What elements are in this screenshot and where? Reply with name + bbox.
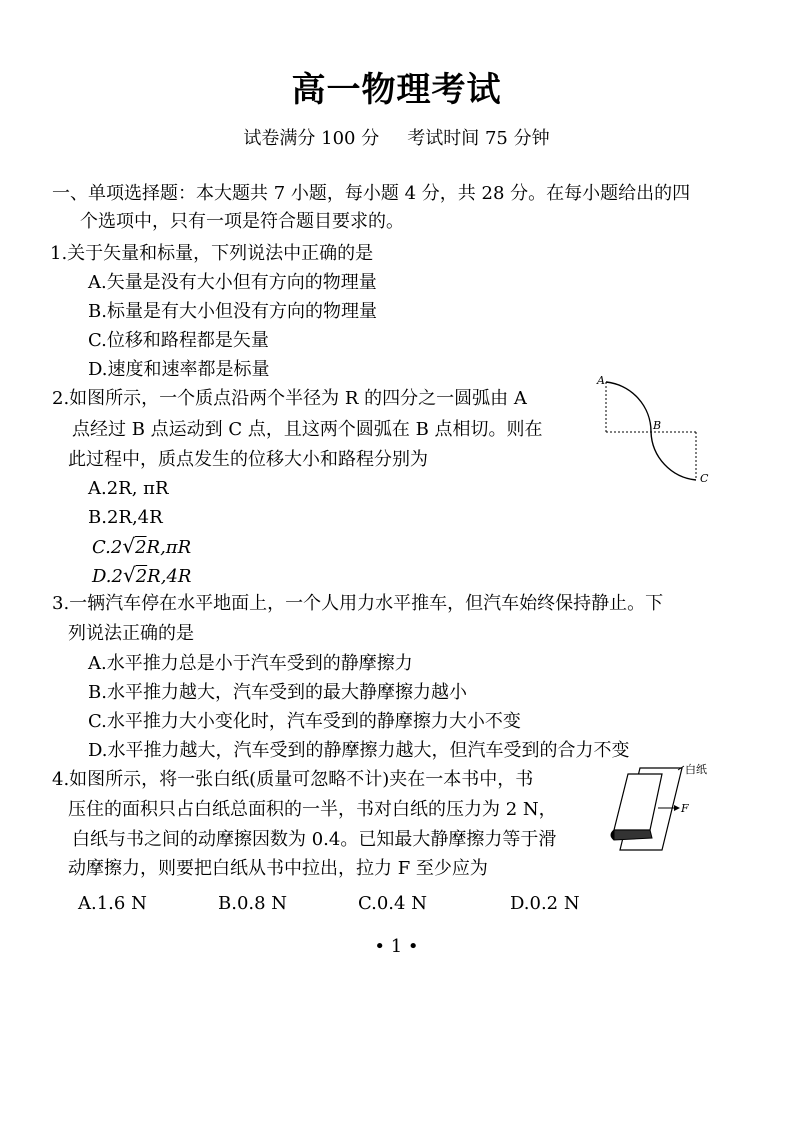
option-c-prefix: C.2 bbox=[92, 537, 123, 558]
option-c-rest: R,πR bbox=[146, 537, 192, 558]
question-4-option-d: D.0.2 N bbox=[510, 893, 580, 914]
book-spine bbox=[614, 830, 652, 840]
question-2-stem-line-2: 点经过 B 点运动到 C 点，且这两个圆弧在 B 点相切。则在 bbox=[72, 419, 543, 440]
page-number: • 1 • bbox=[374, 936, 419, 957]
question-4-stem-line-2: 压住的面积只占白纸总面积的一半，书对白纸的压力为 2 N， bbox=[68, 799, 557, 820]
question-1-stem: 1.关于矢量和标量，下列说法中正确的是 bbox=[50, 243, 374, 264]
question-1-option-c: C.位移和路程都是矢量 bbox=[88, 330, 269, 351]
exam-time: 考试时间 75 分钟 bbox=[407, 128, 550, 149]
question-4-option-a: A.1.6 N bbox=[78, 893, 147, 914]
question-4-stem-line-1: 4.如图所示，将一张白纸(质量可忽略不计)夹在一本书中，书 bbox=[52, 769, 534, 790]
page-title: 高一物理考试 bbox=[291, 70, 502, 110]
label-b: B bbox=[653, 419, 662, 432]
question-4-stem-line-3: 白纸与书之间的动摩擦因数为 0.4。已知最大静摩擦力等于滑 bbox=[72, 829, 557, 850]
question-3-option-a: A.水平推力总是小于汽车受到的静摩擦力 bbox=[88, 653, 413, 674]
label-c: C bbox=[700, 472, 709, 485]
option-c-radicand: 2 bbox=[135, 537, 147, 558]
upper-arc bbox=[606, 382, 651, 432]
lower-arc bbox=[651, 432, 696, 480]
question-2-stem-line-1: 2.如图所示，一个质点沿两个半径为 R 的四分之一圆弧由 A bbox=[52, 388, 527, 409]
paper-label: 白纸 bbox=[685, 763, 707, 776]
option-d-prefix: D.2 bbox=[92, 566, 123, 587]
section-instruction-line-2: 个选项中，只有一项是符合题目要求的。 bbox=[80, 211, 404, 232]
question-1-option-b: B.标量是有大小但没有方向的物理量 bbox=[88, 301, 377, 322]
question-2-option-c bbox=[92, 534, 191, 558]
question-3-option-b: B.水平推力越大，汽车受到的最大静摩擦力越小 bbox=[88, 682, 467, 703]
question-2-figure-arcs bbox=[596, 372, 716, 487]
question-3-stem-line-2: 列说法正确的是 bbox=[68, 623, 194, 644]
sqrt-symbol: √ bbox=[122, 563, 136, 587]
option-d-rest: R,4R bbox=[147, 566, 192, 587]
question-4-stem-line-4: 动摩擦力，则要把白纸从书中拉出，拉力 F 至少应为 bbox=[68, 858, 488, 879]
exam-score: 试卷满分 100 分 bbox=[243, 128, 380, 149]
book-bottom-edge bbox=[611, 830, 614, 840]
question-3-option-c: C.水平推力大小变化时，汽车受到的静摩擦力大小不变 bbox=[88, 711, 521, 732]
question-3-option-d: D.水平推力越大，汽车受到的静摩擦力越大，但汽车受到的合力不变 bbox=[88, 740, 630, 761]
exam-meta bbox=[0, 124, 793, 150]
question-1-option-a: A.矢量是没有大小但有方向的物理量 bbox=[88, 272, 377, 293]
question-3-stem-line-1: 3.一辆汽车停在水平地面上，一个人用力水平推车，但汽车始终保持静止。下 bbox=[52, 593, 664, 614]
question-2-option-d bbox=[92, 563, 191, 587]
option-d-radicand: 2 bbox=[135, 566, 148, 587]
question-4-option-b: B.0.8 N bbox=[218, 893, 288, 914]
question-1-option-d: D.速度和速率都是标量 bbox=[88, 359, 270, 380]
question-2-stem-line-3: 此过程中，质点发生的位移大小和路程分别为 bbox=[68, 449, 428, 470]
section-instruction-line-1: 一、单项选择题：本大题共 7 小题，每小题 4 分，共 28 分。在每小题给出的四 bbox=[52, 183, 691, 204]
force-arrow-head bbox=[674, 805, 680, 811]
question-4-option-c: C.0.4 N bbox=[358, 893, 427, 914]
question-2-option-a: A.2R, πR bbox=[88, 478, 169, 499]
sqrt-symbol: √ bbox=[122, 534, 136, 558]
question-2-option-b: B.2R,4R bbox=[88, 507, 163, 528]
force-label: F bbox=[681, 802, 689, 815]
question-4-figure-book bbox=[600, 760, 730, 860]
label-a: A bbox=[597, 374, 605, 387]
